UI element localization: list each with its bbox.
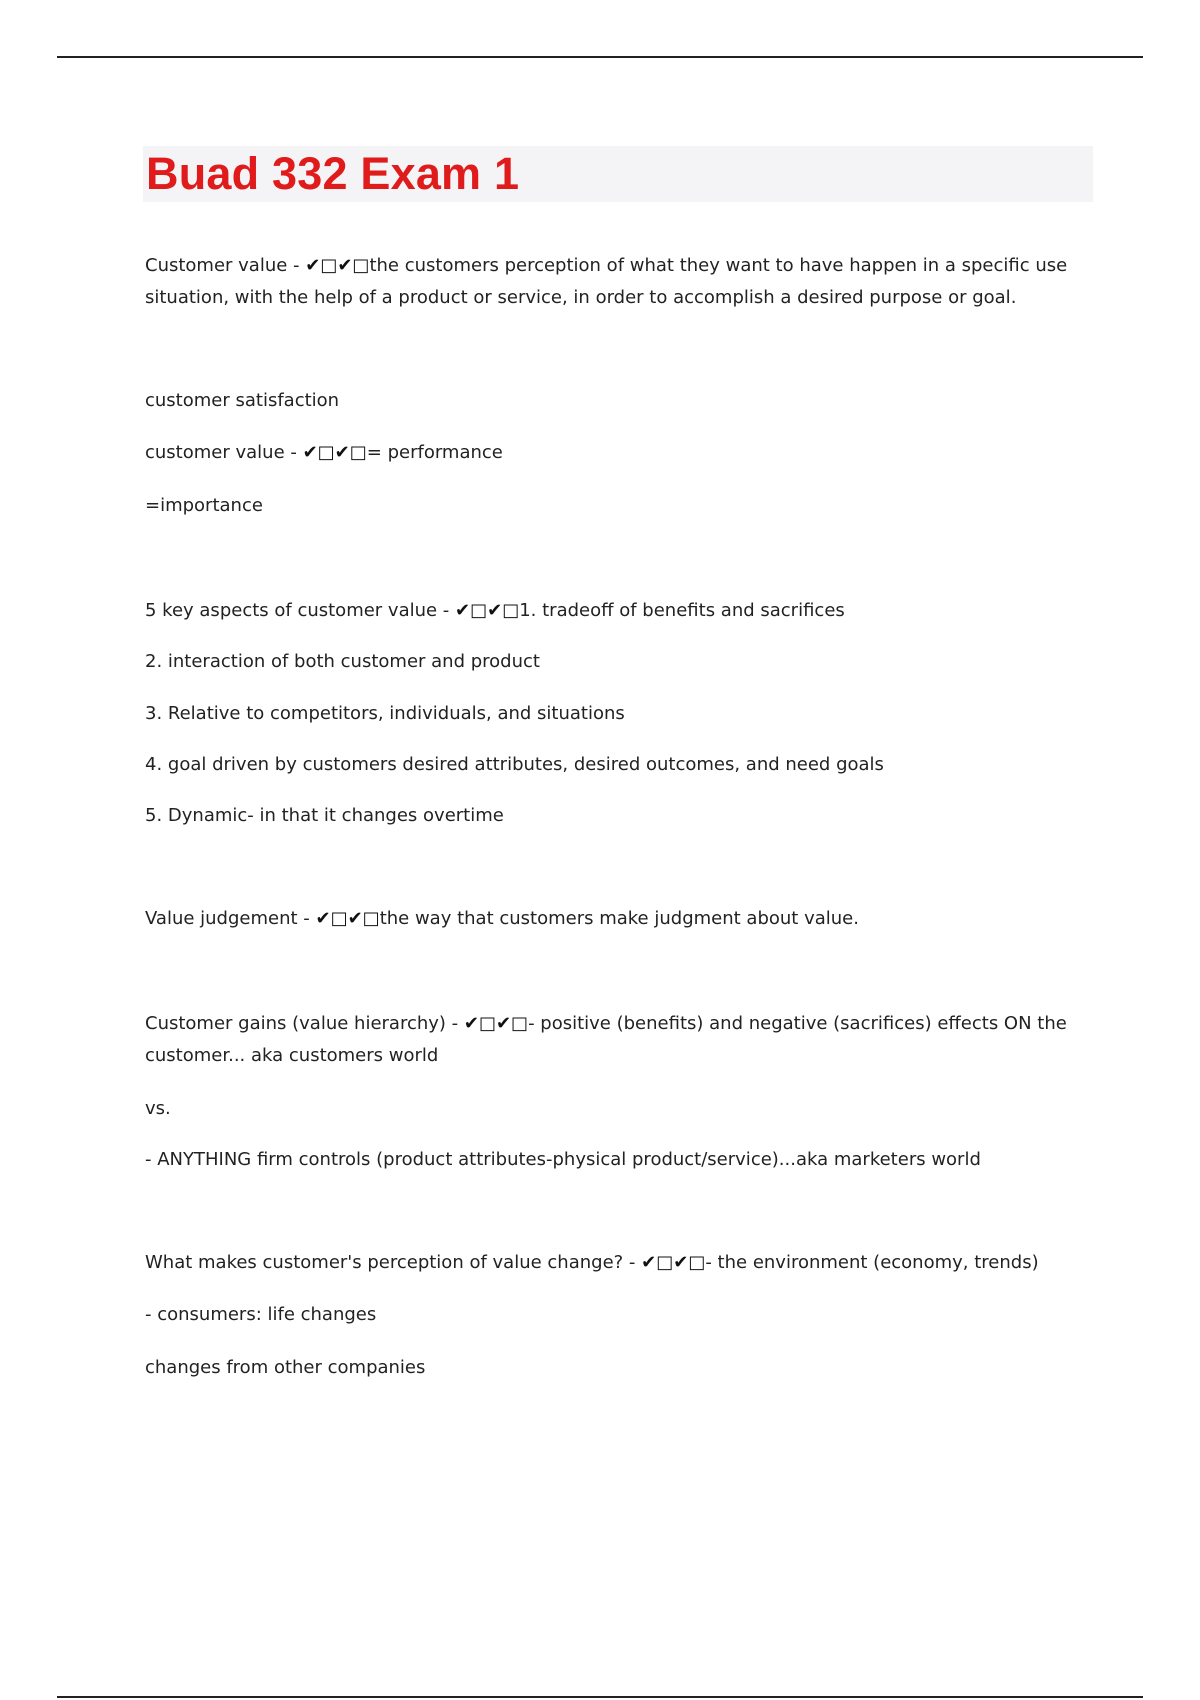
answer-marker-icon: ✔□✔□: [641, 1252, 706, 1273]
definition-key-aspects: [145, 595, 845, 627]
text-line: - consumers: life changes: [145, 1304, 377, 1325]
text-line: customer satisfaction: [145, 390, 340, 411]
definition-text: the customers perception of what they want to have happen in a specific use situation, with the help of a product or service, in order to accomplish a desired purpose or goal.: [145, 255, 1068, 308]
term: customer value -: [145, 442, 303, 463]
text-line: =importance: [145, 495, 263, 516]
definition-customer-value: [145, 250, 1085, 314]
definition-text: = performance: [366, 442, 503, 463]
answer-marker-icon: ✔□✔□: [463, 1013, 529, 1034]
list-item: 3. Relative to competitors, individuals, and situations: [145, 703, 625, 724]
term: Value judgement -: [145, 908, 316, 929]
document-title: Buad 332 Exam 1: [146, 148, 520, 199]
term: 5 key aspects of customer value -: [145, 600, 456, 621]
answer-marker-icon: ✔□✔□: [305, 255, 370, 276]
definition-text: - the environment (economy, trends): [705, 1252, 1039, 1273]
text-line: changes from other companies: [145, 1357, 426, 1378]
answer-marker-icon: ✔□✔□: [455, 600, 520, 621]
definition-perception-change: [145, 1247, 1039, 1279]
definition-value-judgement: [145, 903, 859, 935]
answer-marker-icon: ✔□✔□: [315, 908, 380, 929]
term: Customer gains (value hierarchy) -: [145, 1013, 464, 1034]
definition-customer-value-formula: [145, 437, 503, 469]
list-item: 5. Dynamic- in that it changes overtime: [145, 805, 504, 826]
text-line: vs.: [145, 1098, 171, 1119]
list-item: 4. goal driven by customers desired attributes, desired outcomes, and need goals: [145, 754, 884, 775]
definition-text: the way that customers make judgment about value.: [379, 908, 859, 929]
definition-text: - positive (benefits) and negative (sacrifices) effects ON the customer... aka customers world: [145, 1013, 1067, 1066]
term: Customer value -: [145, 255, 306, 276]
definition-customer-gains: [145, 1008, 1085, 1072]
bottom-rule: [57, 1696, 1143, 1698]
top-rule: [57, 56, 1143, 58]
text-line: - ANYTHING firm controls (product attributes-physical product/service)...aka marketers world: [145, 1149, 981, 1170]
definition-text: 1. tradeoff of benefits and sacrifices: [519, 600, 845, 621]
term: What makes customer's perception of value change? -: [145, 1252, 642, 1273]
list-item: 2. interaction of both customer and product: [145, 651, 540, 672]
answer-marker-icon: ✔□✔□: [302, 442, 367, 463]
